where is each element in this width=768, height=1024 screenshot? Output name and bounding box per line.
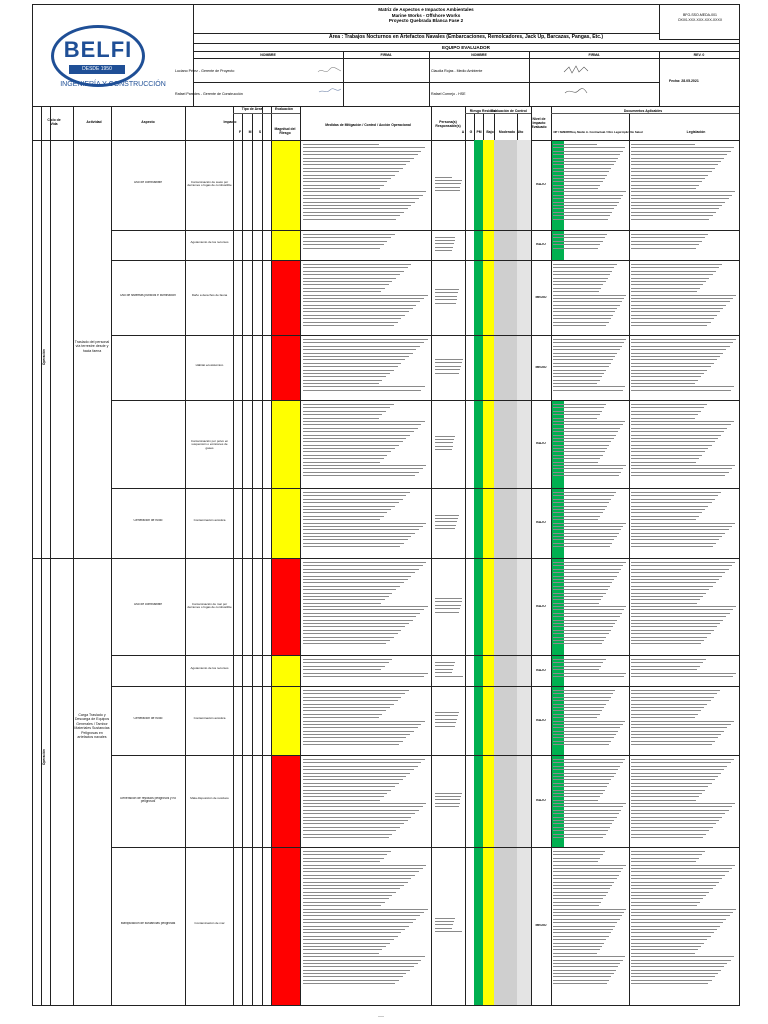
text-block — [303, 492, 429, 550]
signature-image — [563, 87, 589, 96]
level-cell: BAJO — [536, 604, 546, 608]
text-block — [631, 492, 737, 550]
th-legislacion: Legislación — [686, 130, 706, 134]
logo-word: BELFI — [63, 37, 133, 62]
evaluator-name: Rafael Paredes - Gerente de Construcción — [175, 92, 243, 96]
aspect-cell: Agotamiento de los recursos — [190, 666, 229, 670]
logo-subtitle: INGENIERÍA Y CONSTRUCCIÓN — [60, 81, 166, 88]
text-block — [631, 144, 737, 222]
aspect-cell: Contaminación por polvo en suspensión o emisiones de gases — [190, 440, 229, 450]
text-block — [631, 234, 737, 251]
equipo-evaluador: EQUIPO EVALUADOR — [193, 44, 739, 52]
level-cell: BAJO — [536, 799, 546, 802]
level-cell: BAJO — [536, 442, 546, 445]
magnitude-cell — [272, 489, 300, 558]
th-moderado: Moderado — [498, 130, 516, 134]
text-block — [631, 404, 737, 479]
magnitude-cell — [272, 656, 300, 686]
magnitude-cell — [272, 401, 300, 488]
col-nombre-left: NOMBRE — [260, 53, 276, 57]
text-block — [553, 339, 627, 393]
text-block — [303, 659, 429, 679]
th-evaluacion: Evaluación — [275, 107, 293, 111]
th-impacto: Impacto — [223, 120, 237, 124]
text-block — [553, 264, 627, 329]
th-persona: Persona(s) Responsable(s) — [435, 120, 461, 128]
col-rev: REV. 0 — [693, 53, 705, 57]
aspect-cell: Contaminación acústica — [193, 716, 226, 720]
text-block — [303, 339, 429, 393]
text-block — [553, 659, 627, 679]
activity-cell: Generación de ruido — [133, 519, 163, 522]
th-magnitud: Magnitud del Riesgo — [274, 127, 296, 135]
level-cell: BAJO — [536, 718, 546, 722]
text-block — [303, 144, 429, 222]
aspect-cell: Contaminación acústica — [193, 519, 226, 522]
text-block — [303, 851, 429, 987]
activity-cell: Manipulación de sustancias peligrosas — [120, 922, 176, 925]
title-line: Marine Works - Offshore Works — [391, 12, 461, 18]
evaluator-name: Claudia Rojas - Medio Ambiente — [431, 69, 483, 73]
evaluator-name: Luciano Pérez - Gerente de Proyecto — [175, 69, 235, 73]
th-letter: M — [248, 130, 252, 134]
col-firma-left: FIRMA — [380, 53, 392, 57]
text-block — [553, 851, 627, 987]
code-line: OXX0-XXX-XXX-XXX-XXXX — [677, 17, 723, 22]
text-block — [435, 359, 463, 376]
evaluator-name: Rafael Cornejo - HSE — [431, 92, 466, 96]
th-alto: Alto — [516, 130, 524, 134]
text-block — [435, 662, 463, 679]
th-letter: S — [258, 130, 262, 134]
th-letter: A — [461, 130, 465, 134]
text-block — [435, 793, 463, 810]
th-riesgo-residual: Riesgo Residual — [469, 109, 497, 113]
col-firma-right: FIRMA — [588, 53, 600, 57]
text-block — [435, 436, 463, 453]
magnitude-cell — [272, 261, 300, 335]
text-block — [553, 144, 627, 222]
aspect-cell: Contaminación de mar por derrames o fugas de combustible — [187, 602, 232, 609]
th-letter: PM — [476, 130, 482, 134]
col-nombre-right: NOMBRE — [471, 53, 487, 57]
aspect-cell: Daño a derechos de fauna — [191, 293, 228, 297]
text-block — [435, 712, 463, 729]
text-block — [303, 690, 429, 748]
level-cell: MEDIO — [535, 295, 547, 299]
th-aspecto: Aspecto — [141, 120, 155, 124]
text-block — [553, 234, 627, 251]
aspect-cell: Contaminación de mar — [194, 922, 225, 925]
document-title — [193, 5, 659, 34]
magnitude-cell — [272, 559, 300, 655]
vertical-label: Operación — [42, 349, 46, 365]
th-documentos: Documentos Aplicables — [623, 109, 663, 113]
text-block — [303, 404, 429, 479]
text-block — [303, 759, 429, 841]
magnitude-cell — [272, 687, 300, 755]
code-line: BFO-SSO-MEDA-001 — [682, 13, 718, 17]
text-block — [631, 264, 737, 329]
page-footer: — — [378, 1014, 384, 1020]
aspect-cell: Hábitat ecosistémico — [195, 363, 224, 367]
text-block — [303, 234, 429, 251]
text-block — [553, 690, 627, 748]
text-block — [435, 237, 463, 254]
text-block — [303, 264, 429, 329]
level-cell: MEDIO — [535, 924, 547, 927]
logo-since: DESDE 1950 — [69, 65, 125, 74]
document-date: Fecha: 28.05.2021 — [669, 79, 699, 83]
magnitude-cell — [272, 336, 300, 400]
th-actividad: Actividad — [86, 120, 102, 124]
text-block — [631, 339, 737, 393]
text-block — [435, 515, 463, 532]
text-block — [631, 562, 737, 647]
matrix-sheet — [32, 4, 740, 1006]
text-block — [435, 918, 463, 935]
activity-cell: Generación de ruido — [133, 716, 163, 720]
activity-cell: Generación de residuos peligrosos y no peligrosos — [119, 797, 177, 804]
activity-cell: Uso de combustible — [134, 181, 162, 184]
group-label: Traslado del personal vía terrestre desde y hacia faena — [74, 340, 110, 353]
activity-cell: Uso de sistemas públicos e Iluminación — [120, 293, 176, 297]
level-cell: MEDIO — [535, 365, 547, 369]
th-bajo: Bajo — [486, 130, 494, 134]
th-doc-sub: NP / SMERP/Req. Medio A. Contractual / Otro Legal Aplic. No Salud — [553, 130, 643, 134]
th-letter: F — [238, 130, 242, 134]
activity-cell: Uso de combustible — [134, 602, 162, 606]
aspect-cell: Contaminación de suelo por derrames o fugas de combustible — [187, 181, 232, 188]
th-evaluacion-control: Evaluación de Control — [491, 109, 527, 113]
th-tipo-area: Tipo de Área — [241, 107, 263, 111]
text-block — [631, 690, 737, 748]
th-medidas: Medidas de Mitigación / Control / Acción Operacional — [325, 123, 411, 127]
text-block — [553, 759, 627, 841]
vertical-label: Operación — [42, 749, 46, 765]
signature-image — [317, 87, 343, 96]
signature-image — [563, 65, 589, 74]
magnitude-cell — [272, 756, 300, 847]
th-letter: G — [469, 130, 473, 134]
magnitude-cell — [272, 848, 300, 1005]
level-cell: BAJO — [536, 521, 546, 524]
aspect-cell: Mala disposición de residuos — [190, 797, 229, 800]
text-block — [553, 492, 627, 550]
title-line: Matriz de Aspectos e Impactos Ambientales — [378, 7, 474, 12]
level-cell: BAJO — [536, 183, 546, 186]
text-block — [631, 759, 737, 841]
level-cell: BAJO — [536, 668, 546, 672]
text-block — [631, 851, 737, 987]
text-block — [631, 659, 737, 679]
text-block — [303, 562, 429, 647]
group-label: Carga Traslado y Descarga de Equipos Generales / Tambor Materiales Sustancias Peligrosas en artefactos navales — [74, 713, 110, 740]
level-cell: BAJO — [536, 243, 546, 246]
area-title: Área : Trabajos Nocturnos en Artefactos Navales (Embarcaciones, Remolcadores, Jack Up, Barcazas, Pangas, Etc.) — [193, 32, 739, 44]
th-nivel: Nivel de Impacto Evaluado — [531, 117, 547, 129]
th-ciclo: Ciclo de Vida — [47, 118, 61, 126]
magnitude-cell — [272, 141, 300, 230]
text-block — [435, 177, 463, 194]
magnitude-cell — [272, 231, 300, 260]
aspect-cell: Agotamiento de los recursos — [190, 241, 229, 244]
title-line: Proyecto Quebrada Blanca Fase 2 — [388, 18, 464, 23]
text-block — [435, 289, 463, 306]
signature-image — [317, 66, 343, 75]
text-block — [553, 404, 627, 479]
logo-area — [33, 5, 194, 107]
text-block — [553, 562, 627, 647]
text-block — [435, 598, 463, 615]
